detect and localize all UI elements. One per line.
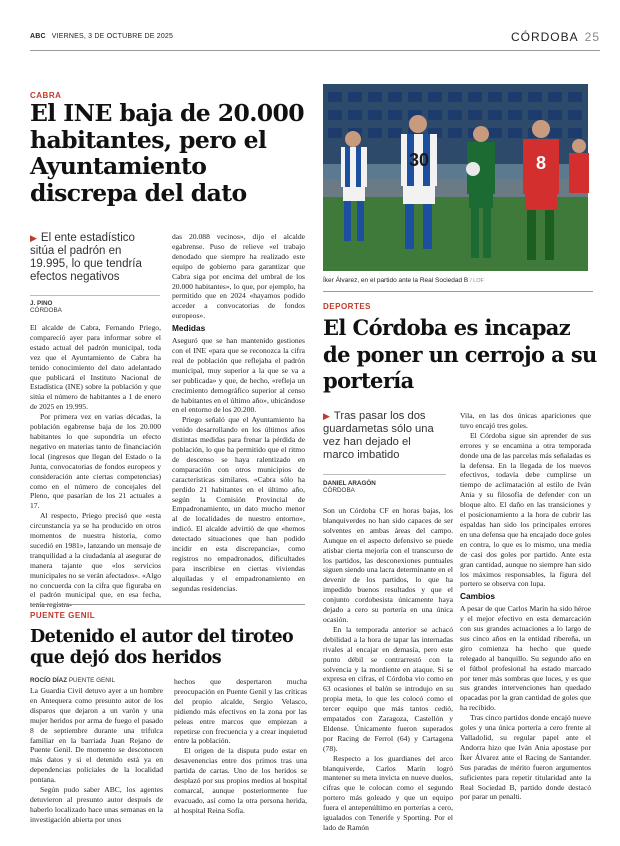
puente-genil-location: PUENTE GENIL (68, 677, 116, 684)
puente-genil-author: ROCÍO DÍAZ (30, 677, 68, 684)
puente-genil-body-col1 (30, 686, 163, 824)
header-left (30, 33, 173, 40)
paragraph: Según pudo saber ABC, los agentes detuvieron al presunto autor después de haberlo localizado hace unas semanas en la investigación abierta por unos (30, 785, 163, 824)
paragraph: Al respecto, Priego precisó que «esta circunstancia ya se ha producido en otros momentos de nuestra historia, como sucedió en 1981», lanzando un mensaje de tranquilidad a la ciudadanía al asegurar de manera tajante que «los servicios municipales no se verán afectados». «Algo no concuerda con la cifra que figuraba en el padrón municipal que, en esa fecha, (30, 511, 161, 600)
photo-illustration (323, 84, 588, 271)
brand-label: ABC (30, 33, 46, 40)
paragraph: El alcalde de Cabra, Fernando Priego, compareció ayer para informar sobre el estado actual del padrón municipal, toda vez que el Ayuntamiento de Cabra ha tenido conocimiento del dato adelantado que publicará el Instituto Nacional de Estadística (INE) sobre la población y que sitúa el número de habitantes a 1 de enero de 2025 en 19.995. (30, 323, 161, 412)
match-photo (323, 84, 588, 271)
svg-text:30: 30 (408, 150, 430, 170)
cabra-headline: El INE baja de 20.000 habitantes, pero el Ayuntamiento discrepa del dato (30, 99, 305, 207)
photo-caption (323, 277, 593, 284)
header-divider (30, 50, 600, 51)
cordoba-location: CÓRDOBA (323, 487, 355, 494)
cordoba-subsection-title: Cambios (460, 591, 496, 602)
cordoba-byline-rule (323, 474, 446, 475)
paragraph: Priego señaló que el Ayuntamiento ha venido desarrollando en los últimos años distintas medidas para frenar la pérdida de población, lo que ha permitido que el ritmo de descenso se haya ralentizado en comparación con otros municipios de características similares. «Cabra sólo ha perdido 21 habitantes en el último año, según la Comisión Provincial de Empadronamiento, un dato mucho menor al de localidades de nuestro entorno», indicó. El alcalde advirtió de que «hemos detectado situaciones que han podido incidir en esta discrepancia», como registros no empadronados, dificultades para inscribirse en ciertas viviendas alquiladas y el empadronamiento en segundas residencias. (172, 415, 305, 593)
section-name: CÓRDOBA (510, 30, 579, 44)
header-date: VIERNES, 3 DE OCTUBRE DE 2025 (51, 33, 174, 40)
cabra-byline-rule (30, 295, 160, 296)
puente-genil-byline (30, 677, 115, 684)
cordoba-byline (323, 480, 376, 494)
puente-genil-tag: PUENTE GENIL (30, 611, 96, 620)
paragraph: Por primera vez en varias décadas, la población egabrense baja de los 20.000 habitantes lo que supondría un efecto negativo en materias tanto de financiación local (ingresos que llegan del Estado o la Junta, convocatorias de fondos europeos y consideración ante ciertas competencias) como en el número de concejales del Pleno, que pasarían de los 21 actuales a 17. (30, 412, 161, 511)
paragraph: Aseguró que se han mantenido gestiones con el INE «para que se reconozca la cifra real de población que reflejaba el padrón municipal, muy superior a la que se va a ser publicada» y que, de hecho, «refleja un crecimiento demográfico superior al censo de habitantes en el último año», ubicándose en el entorno de los 20.200. (172, 336, 305, 415)
paragraph: Vila, en las dos únicas apariciones que tuvo encajó tres goles. (460, 411, 591, 430)
cordoba-top-rule (323, 291, 593, 292)
cabra-body-col1 (30, 323, 161, 600)
cabra-body-col2 (172, 232, 305, 592)
paragraph: das 20.088 vecinos», dijo el alcalde egabrense. Puso de relieve «el trabajo denodado que siempre ha realizado este equipo de gobierno para garantizar que Cabra siga por encima del umbral de los 20.000 habitantes», lo que, por ejemplo, ha permitido que en 2024 «hayamos podido acceder a convocatorias de fondos europeos». (172, 232, 305, 321)
cabra-location: CÓRDOBA (30, 307, 62, 314)
paragraph: En la temporada anterior se achacó debilidad a la hora de tapar las internadas rivales al encajar en demasía, pero este punto débil se contrarrestó con la solvencia y la mordiente en ataque. Si se expresa en cifras, el Córdoba vio como en 63 ocasiones el balón se introdujo en su propia meta, lo que les colocó como el tercer equipo que más tantos cedió, empatados con Zaragoza, Castellón y Eldense. Únicamente fueron superados por Racing de Ferrol (64) y Cartagena (78). (323, 624, 453, 753)
page-number: 25 (584, 30, 600, 44)
cordoba-body-col1 (323, 506, 453, 832)
cabra-subsection-title: Medidas (172, 323, 206, 334)
cabra-subhead (30, 232, 155, 284)
cordoba-body-col2 (460, 411, 591, 826)
paragraph: A pesar de que Carlos Marín ha sido héroe y el mejor efectivo en esta demarcación con sus grandes actuaciones a lo largo de sus cinco años en la entidad ribereña, un giro comienza ha hecho que quede relegado al banquillo. Su segundo año en el fútbol profesional ha estado marcado por tener más sombras que luces, y es que sus grandes intervenciones han quedado opacadas por la gran cantidad de goles que ha recibido. (460, 604, 591, 713)
cabra-author: J. PINO (30, 300, 53, 307)
cabra-byline (30, 300, 62, 314)
paragraph: La Guardia Civil detuvo ayer a un hombre en Antequera como presunto autor de los disparos que dejaron a un varón y una mujer heridos por arma de fuego el pasado 8 de septiembre durante una trifulca familiar en la barriada Juan Rejano de Puente Genil. De momento se desconocen más datos y si el detenido está ya en dependencias policiales de la localidad pontana. (30, 686, 163, 785)
cabra-tag: CABRA (30, 91, 62, 100)
bullet-triangle-icon: ▶ (30, 233, 37, 243)
svg-text:8: 8 (535, 153, 547, 173)
header-right (511, 30, 600, 44)
cordoba-subhead-text: Tras pasar los dos guardametas sólo una vez han dejado el marco imbatido (323, 410, 434, 461)
puente-genil-body-col2 (174, 677, 307, 824)
cabra-subhead-text: El ente estadístico sitúa el padrón en 19.995, lo que tendría efectos negativos (30, 232, 142, 283)
paragraph: hechos que despertaron mucha preocupación en Puente Genil y las críticas del propio alcalde, Sergio Velasco, pidiendo más efectivos en la zona por las peleas entre marcos que empiezan a repetirse con frecuencia y a crear inquietud entre la población. (174, 677, 307, 746)
puente-genil-headline: Detenido el autor del tiroteo que dejó dos heridos (30, 627, 294, 668)
paragraph: Respecto a los guardianes del arco blanquiverde, Carlos Marín logró mantener su meta invicta en nueve duelos, cifras que le colocan como el segundo portero más goleado y que un equipo fuera el antepenúltimo en porterías a cero, igualados con Tenerife y Sporting. Por el lado de Ramón (323, 753, 453, 832)
page-header (30, 30, 600, 50)
cordoba-tag: DEPORTES (323, 302, 372, 311)
cordoba-subhead (323, 410, 443, 462)
paragraph: Son un Córdoba CF en horas bajas, los blanquiverdes no han sido capaces de ser solventes en ambas áreas del campo. Aunque en el aspecto defensivo se puede atisbar cierta mejoría con el transcurso de los partidos, las desconexiones puntuales siguen siendo una lacra determinante en el devenir de los partidos, lo que ha impedido buenos resultados y que el conjunto cordobesista únicamente haya dejado a cero su portería en una única ocasión. (323, 506, 453, 624)
paragraph: El origen de la disputa pudo estar en desavenencias entre dos primos tras una partida de cartas. Uno de los heridos se desplazó por sus propios medios al hospital comarcal, aunque posteriormente fue evacuado, así como la otra persona herida, al hospital Reina Sofía. (174, 746, 307, 815)
caption-text: Íker Álvarez, en el partido ante la Real Sociedad B (323, 277, 469, 284)
cordoba-author: DANIEL ARAGÓN (323, 480, 376, 487)
section-divider (30, 604, 305, 605)
bullet-triangle-icon: ▶ (323, 411, 330, 421)
paragraph: El Córdoba sigue sin aprender de sus errores y se encamina a otra temporada donde una de las parcelas más señaladas es la defensa. En la llegada de los nuevos efectivos, todavía debe cumplirse un tiempo de aclimatación al estilo de Iván Ania y su filosofía de defender con un bloque alto. El daño en las transiciones y el posicionamiento a la hora de cubrir las espaldas han sido los principales errores en una defensa que ha encajado doce goles en contra, lo que es lo mismo, una media de casi dos goles por partido. Ante esta gran cantidad, aunque no siempre han sido los máximos responsables, la figura del portero se observa con lupa. (460, 430, 591, 589)
photo-credit: / LOF (470, 278, 484, 284)
paragraph: Tras cinco partidos donde encajó nueve goles y una única portería a cero frente al Valladolid, su regular papel ante el Andorra hizo que Iván Ania apostase por Íker Álvarez ante el Racing de Santander. Sus paradas de mérito fueron argumentos suficientes para repetir titularidad ante la Real Sociedad B, partido donde destacó por parar un penalti. (460, 713, 591, 802)
cordoba-headline: El Córdoba es incapaz de poner un cerrojo a su portería (323, 315, 597, 393)
